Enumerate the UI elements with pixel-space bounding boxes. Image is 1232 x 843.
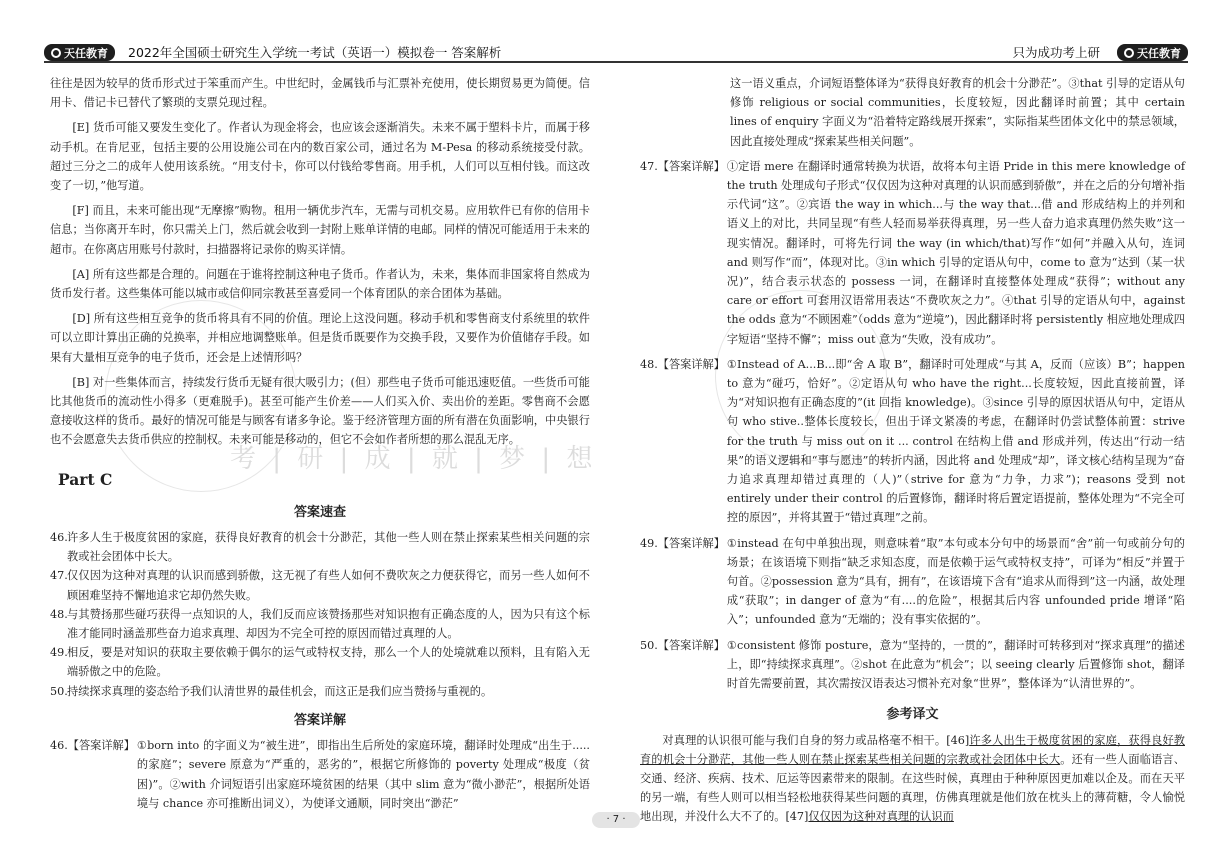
- detail-48: [640, 355, 1185, 528]
- detail-label: 48.【答案详解】: [640, 357, 725, 371]
- ref-underlined-46: 许多人出生于极度贫困的家庭，获得良好教育的机会十分渺茫，其他一些人则在禁止探索某些相关问题的宗教或社会团体中长大: [640, 733, 1185, 766]
- translation-paragraph-a: [A] 所有这些都是合理的。问题在于谁将控制这种电子货币。作者认为，未来，集体而非国家将自然成为货币发行者。这些集体可能以城市或信仰同宗教甚至喜爱同一个体育团队的亲合团体为基础。: [50, 267, 590, 301]
- detail-text: ①born into 的字面义为“被生进”，即指出生后所处的家庭环境，翻译时处理成“出生于.....的家庭”；severe 原意为“严重的，恶劣的”，根据它所修饰的 poverty 处理成“极度（贫困)”。②with 介词短语引出家庭环境贫困的结果（其中 slim 意为“微小渺茫”，根据所处语境与 chance 亦可推断出词义），为使译文通顺，同时突出“渺茫”: [136, 739, 590, 810]
- translation-paragraph-f: [F] 而且，未来可能出现“无摩擦”购物。租用一辆优步汽车，无需与司机交易。应用软件已有你的信用卡信息；当你离开车时，你只需关上门，然后就会收到一封附上账单详情的电邮。同样的情况可能适用于未来的超市。在你离店用账号付款时，扫描器将记录你的购买详情。: [50, 204, 590, 256]
- detail-label: 47.【答案详解】: [640, 159, 725, 173]
- translation-paragraph-d: [D] 所有这些相互竞争的货币将具有不同的价值。理论上这没问题。移动手机和零售商支付系统里的软件可以立即计算出正确的兑换率，并相应地调整账单。但是货币既要作为交换手段，又要作为价值储存手段。如果有大量相互竞争的电子货币，还会是上述情形吗？: [50, 312, 590, 364]
- translation-paragraph-b: [B] 对一些集体而言，持续发行货币无疑有很大吸引力；(但）那些电子货币可能迅速贬值。一些货币可能比其他货币的流动性小得多（更难脱手)。甚至可能产生价差——人们买入价、卖出价的差距。零售商不会愿意接收这样的货币。最好的情况可能是与顾客有诸多争论。鉴于经济管理方面的所有潜在负面影响，中央银行也不会愿意失去货币供应的控制权。未来可能是移动的，但它不会如作者所想的那么混乱无序。: [50, 375, 590, 447]
- watermark-text: 考 | 研 | 成 | 就 | 梦 | 想: [230, 444, 597, 474]
- answer-number: 49.: [50, 646, 68, 660]
- translation-paragraph-e: [E] 货币可能又要发生变化了。作者认为现金将会，也应该会逐渐消失。未来不属于塑料卡片，而属于移动手机。在肯尼亚，包括主要的公用设施公司在内的数百家公司，通过名为 M-Pesa 的移动系统接受付款。超过三分之二的成年人使用该系统。“用支付卡，你可以付钱给零售商。用手机，人们可以互相付钱。而这改变了一切，”他写道。: [50, 121, 590, 193]
- detail-text: ①Instead of A...B...即“舍 A 取 B”，翻译时可处理成“与其 A，反而（应该）B”；happen to 意为“碰巧，恰好”。②定语从句 who have the right...长度较短，因此直接前置，译为“对知识抱有正确态度的”(it 回指 knowledge)。③since 引导的原因状语从句中，定语从句 who stive..整体长度较长，但出于译文紧凑的考虑，在翻译时仍尝试整体前置：strive for the truth 与 miss out on it ... control 在结构上借 and 形成并列，传达出“行动一结果”的语义逻辑和“事与愿违”的转折内涵，因此将 and 处理成“却”，译文核心结构呈现为“奋力追求真理却错过真理的（人)”（strive for 意为“力争，力求”)；reasons 受到 not entirely under their control 的后置修饰，翻译时将后置定语提前，整体处理为“不完全可控的原因”，并将其置于“错过真理”之前。: [726, 357, 1185, 525]
- logo-mark-icon: [51, 48, 61, 58]
- quick-answer-50: [50, 682, 590, 701]
- header-title: 2022年全国硕士研究生入学统一考试（英语一）模拟卷一 答案解析: [128, 45, 502, 60]
- page-number: · 7 ·: [592, 812, 640, 828]
- quick-answer-48: [50, 605, 590, 643]
- detail-46: [50, 736, 590, 813]
- reference-translation-text: [640, 731, 1185, 827]
- quick-answer-47: [50, 566, 590, 604]
- detail-text: ①consistent 修饰 posture，意为“坚持的，一贯的”，翻译时可转移到对“探求真理”的描述上，即“持续探求真理”。②shot 在此意为“机会”；以 seeing clearly 后置修饰 shot，翻译时首先需要前置，其次需按汉语表达习惯补充对象“世界”，整体译为“认清世界的”。: [726, 638, 1185, 691]
- answer-text: 与其赞扬那些碰巧获得一点知识的人，我们反而应该赞扬那些对知识抱有正确态度的人，因为只有这个标准才能同时涵盖那些奋力追求真理、却因为不完全可控的原因而错过真理的人。: [67, 607, 590, 641]
- left-logo-text: 天任教育: [64, 46, 108, 60]
- detail-title: 答案详解: [293, 712, 346, 728]
- right-logo-text: 天任教育: [1137, 46, 1181, 60]
- header-slogan: 只为成功考上研: [1012, 45, 1100, 60]
- detail-49: [640, 534, 1185, 630]
- detail-label: 49.【答案详解】: [640, 536, 725, 550]
- detail-text: ①定语 mere 在翻译时通常转换为状语，故将本句主语 Pride in this mere knowledge of the truth 处理成句子形式“仅仅因为这种对真理的认识而感到骄傲”，并在之后的分句增补指示代词“这”。②宾语 the way in which...与 the way that...借 and 形成结构上的并列和语义上的对比，共同呈现“有些人轻而易举获得真理，另一些人奋力追求真理仍然失败”这一现实情况。翻译时，可将先行词 the way (in which/that)写作“如何”并融入从句，连词 and 则写作“而”，体现对比。③in which 引导的定语从句中，come to 意为“达到（某一状况)”，结合表示状态的 possess 一词，在翻译时直接整体处理成“获得”；without any care or effort 可套用汉语常用表达“不费吹灰之力”。④that 引导的定语从句中，against the odds 意为“不顾困难”（odds 意为“逆境”)，因此翻译时将 persistently 相应地处理成四字短语“坚持不懈”；miss out 意为“失败，没有成功”。: [726, 159, 1185, 346]
- answer-number: 47.: [50, 569, 68, 583]
- detail-50: [640, 636, 1185, 694]
- detail-46-continued: 这一语义重点，介词短语整体译为“获得良好教育的机会十分渺茫”。③that 引导的定语从句修饰 religious or social communities，长度较短，因此翻译时前置；其中 certain lines of enquiry 字面义为“沿着特定路线展开探索”，实际指某些团体文化中的禁忌领域，因此直接处理成“探索某些相关问题”。: [730, 77, 1185, 148]
- ref-underlined-47: 仅仅因为这种对真理的认识而: [808, 810, 954, 824]
- answer-text: 仅仅因为这种对真理的认识而感到骄傲，这无视了有些人如何不费吹灰之力便获得它，而另一些人如何不顾困难坚持不懈地追求它却仍然失败。: [67, 569, 590, 602]
- answer-text: 许多人生于极度贫困的家庭，获得良好教育的机会十分渺茫，其他一些人则在禁止探索某些相关问题的宗教或社会团体中长大。: [67, 531, 590, 564]
- detail-label: 46.【答案详解】: [50, 739, 135, 753]
- translation-paragraph: 往往是因为较早的货币形式过于笨重而产生。中世纪时，金属钱币与汇票补充使用，使长期贸易更为简便。信用卡、借记卡已替代了繁琐的支票兑现过程。: [50, 77, 590, 110]
- answer-number: 48.: [50, 607, 68, 621]
- quick-answer-46: [50, 528, 590, 566]
- reference-translation-title: 参考译文: [886, 707, 939, 723]
- ref-text-middle: 。还有一些人面临语言、交通、经济、疾病、技术、厄运等因素带来的限制。在这些时候，真理由于种种原因更加难以企及。而在天平的另一端，有些人则可以相当轻松地获得某些问题的真理，仿佛真理就是他们放在枕头上的薄荷糖，令人愉悦地出现，并没什么大不了的。[47]: [640, 752, 1185, 824]
- detail-text: ①instead 在句中单独出现，则意味着“取”本句或本分句中的场景而“舍”前一句或前分句的场景；在该语境下则指“缺乏求知态度，而是依赖于运气或特权支持”，可译为“相反”并置于句首。②possession 意为“具有，拥有”，在该语境下含有“追求从而得到”这一内涵，故处理成“获取”；in danger of 意为“有....的危险”，根据其后内容 unfounded pride 增译“陷入”；unfounded 意为“无端的；没有事实依据的”。: [726, 536, 1185, 627]
- logo-mark-icon: [1124, 48, 1134, 58]
- detail-47: [640, 157, 1185, 349]
- header-rule: [44, 61, 1188, 63]
- answer-text: 相反，要是对知识的获取主要依赖于偶尔的运气或特权支持，那么一个人的处境就难以预料，且有陷入无端骄傲之中的危险。: [67, 646, 590, 679]
- left-column: [50, 74, 590, 814]
- answer-text: 持续探求真理的姿态给予我们认清世界的最佳机会，而这正是我们应当赞扬与重视的。: [67, 684, 493, 698]
- left-logo: [44, 44, 115, 61]
- quick-answers-title: 答案速查: [293, 504, 346, 520]
- right-column: [640, 74, 1185, 827]
- part-c-title: Part C: [58, 469, 113, 489]
- quick-answer-49: [50, 643, 590, 681]
- page-header: [0, 0, 1232, 64]
- ref-text-start: 对真理的认识很可能与我们自身的努力或品格毫不相干。[46]: [662, 733, 970, 747]
- right-logo: [1117, 44, 1188, 61]
- answer-number: 46.: [50, 531, 68, 545]
- detail-label: 50.【答案详解】: [640, 638, 725, 652]
- answer-number: 50.: [50, 684, 68, 698]
